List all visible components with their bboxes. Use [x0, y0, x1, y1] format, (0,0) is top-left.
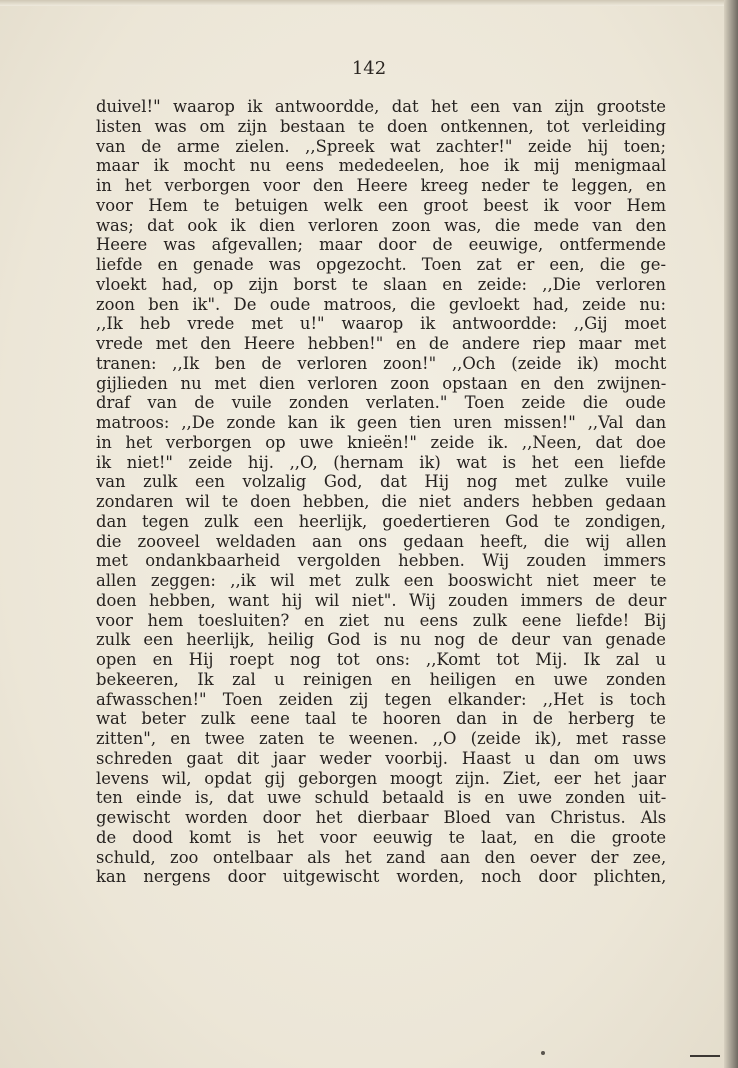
- text-line: ik niet!" zeide hij. ,,O, (hernam ik) wat is het een liefde: [96, 452, 666, 472]
- text-line: vloekt had, op zijn borst te slaan en zeide: ,,Die verloren: [96, 274, 666, 294]
- text-line: zulk een heerlijk, heilig God is nu nog de deur van genade: [96, 630, 666, 650]
- text-line: was; dat ook ik dien verloren zoon was, die mede van den: [96, 215, 667, 235]
- text-line: gijlieden nu met dien verloren zoon opstaan en den zwijnen-: [96, 373, 667, 393]
- text-line: bekeeren, Ik zal u reinigen en heiligen en uwe zonden: [96, 669, 666, 689]
- text-line: de dood komt is het voor eeuwig te laat, en die groote: [96, 827, 667, 847]
- text-line: voor Hem te betuigen welk een groot beest ik voor Hem: [96, 195, 667, 215]
- text-line: kan nergens door uitgewischt worden, noch door plichten,: [96, 867, 667, 887]
- text-line: van zulk een volzalig God, dat Hij nog met zulke vuile: [96, 472, 666, 492]
- text-line: dan tegen zulk een heerlijk, goedertieren God te zondigen,: [96, 511, 666, 531]
- text-line: draf van de vuile zonden verlaten." Toen zeide die oude: [96, 393, 666, 413]
- print-speck: [541, 1051, 545, 1055]
- text-line: voor hem toesluiten? en ziet nu eens zulk eene liefde! Bij: [96, 610, 667, 630]
- text-line: duivel!" waarop ik antwoordde, dat het een van zijn grootste: [96, 97, 666, 116]
- page-right-edge-shadow: [724, 0, 738, 1068]
- text-line: liefde en genade was opgezocht. Toen zat er een, die ge-: [96, 255, 666, 274]
- text-line: allen zeggen: ,,ik wil met zulk een booswicht niet meer te: [96, 571, 667, 590]
- text-line: wat beter zulk eene taal te hooren dan in de herberg te: [96, 709, 666, 729]
- page-bottom-mark: [690, 1055, 720, 1057]
- text-line: met ondankbaarheid vergolden hebben. Wij zouden immers: [96, 551, 666, 571]
- text-line: zondaren wil te doen hebben, die niet anders hebben gedaan: [96, 492, 666, 511]
- text-line: in het verborgen voor den Heere kreeg neder te leggen, en: [96, 176, 667, 195]
- page-number: 142: [351, 58, 387, 79]
- text-line: die zooveel weldaden aan ons gedaan heeft, die wij allen: [96, 531, 667, 551]
- body-text: [96, 97, 666, 887]
- text-line: ten einde is, dat uwe schuld betaald is en uwe zonden uit-: [96, 788, 667, 808]
- text-line: maar ik mocht nu eens mededeelen, hoe ik mij menigmaal: [96, 156, 667, 176]
- text-line: doen hebben, want hij wil niet". Wij zouden immers de deur: [96, 590, 667, 610]
- text-line: zoon ben ik". De oude matroos, die gevloekt had, zeide nu:: [96, 294, 666, 314]
- text-line: van de arme zielen. ,,Spreek wat zachter!" zeide hij toen;: [96, 136, 666, 156]
- text-line: matroos: ,,De zonde kan ik geen tien uren missen!" ,,Val dan: [96, 413, 667, 432]
- text-line: listen was om zijn bestaan te doen ontkennen, tot verleiding: [96, 116, 666, 136]
- text-line: open en Hij roept nog tot ons: ,,Komt tot Mij. Ik zal u: [96, 650, 667, 669]
- text-line: vrede met den Heere hebben!" en de andere riep maar met: [96, 334, 667, 353]
- text-line: ,,Ik heb vrede met u!" waarop ik antwoordde: ,,Gij moet: [96, 314, 667, 334]
- text-line: gewischt worden door het dierbaar Bloed van Christus. Als: [96, 808, 667, 827]
- text-line: afwasschen!" Toen zeiden zij tegen elkander: ,,Het is toch: [96, 689, 666, 709]
- text-line: in het verborgen op uwe knieën!" zeide ik. ,,Neen, dat doe: [96, 432, 666, 452]
- text-line: levens wil, opdat gij geborgen moogt zijn. Ziet, eer het jaar: [96, 768, 666, 788]
- text-line: schreden gaat dit jaar weder voorbij. Haast u dan om uws: [96, 748, 667, 768]
- text-line: zitten", en twee zaten te weenen. ,,O (zeide ik), met rasse: [96, 729, 667, 748]
- text-line: schuld, zoo ontelbaar als het zand aan den oever der zee,: [96, 847, 667, 867]
- text-line: Heere was afgevallen; maar door de eeuwige, ontfermende: [96, 235, 666, 255]
- page-top-edge: [0, 0, 738, 6]
- text-line: tranen: ,,Ik ben de verloren zoon!" ,,Och (zeide ik) mocht: [96, 353, 667, 373]
